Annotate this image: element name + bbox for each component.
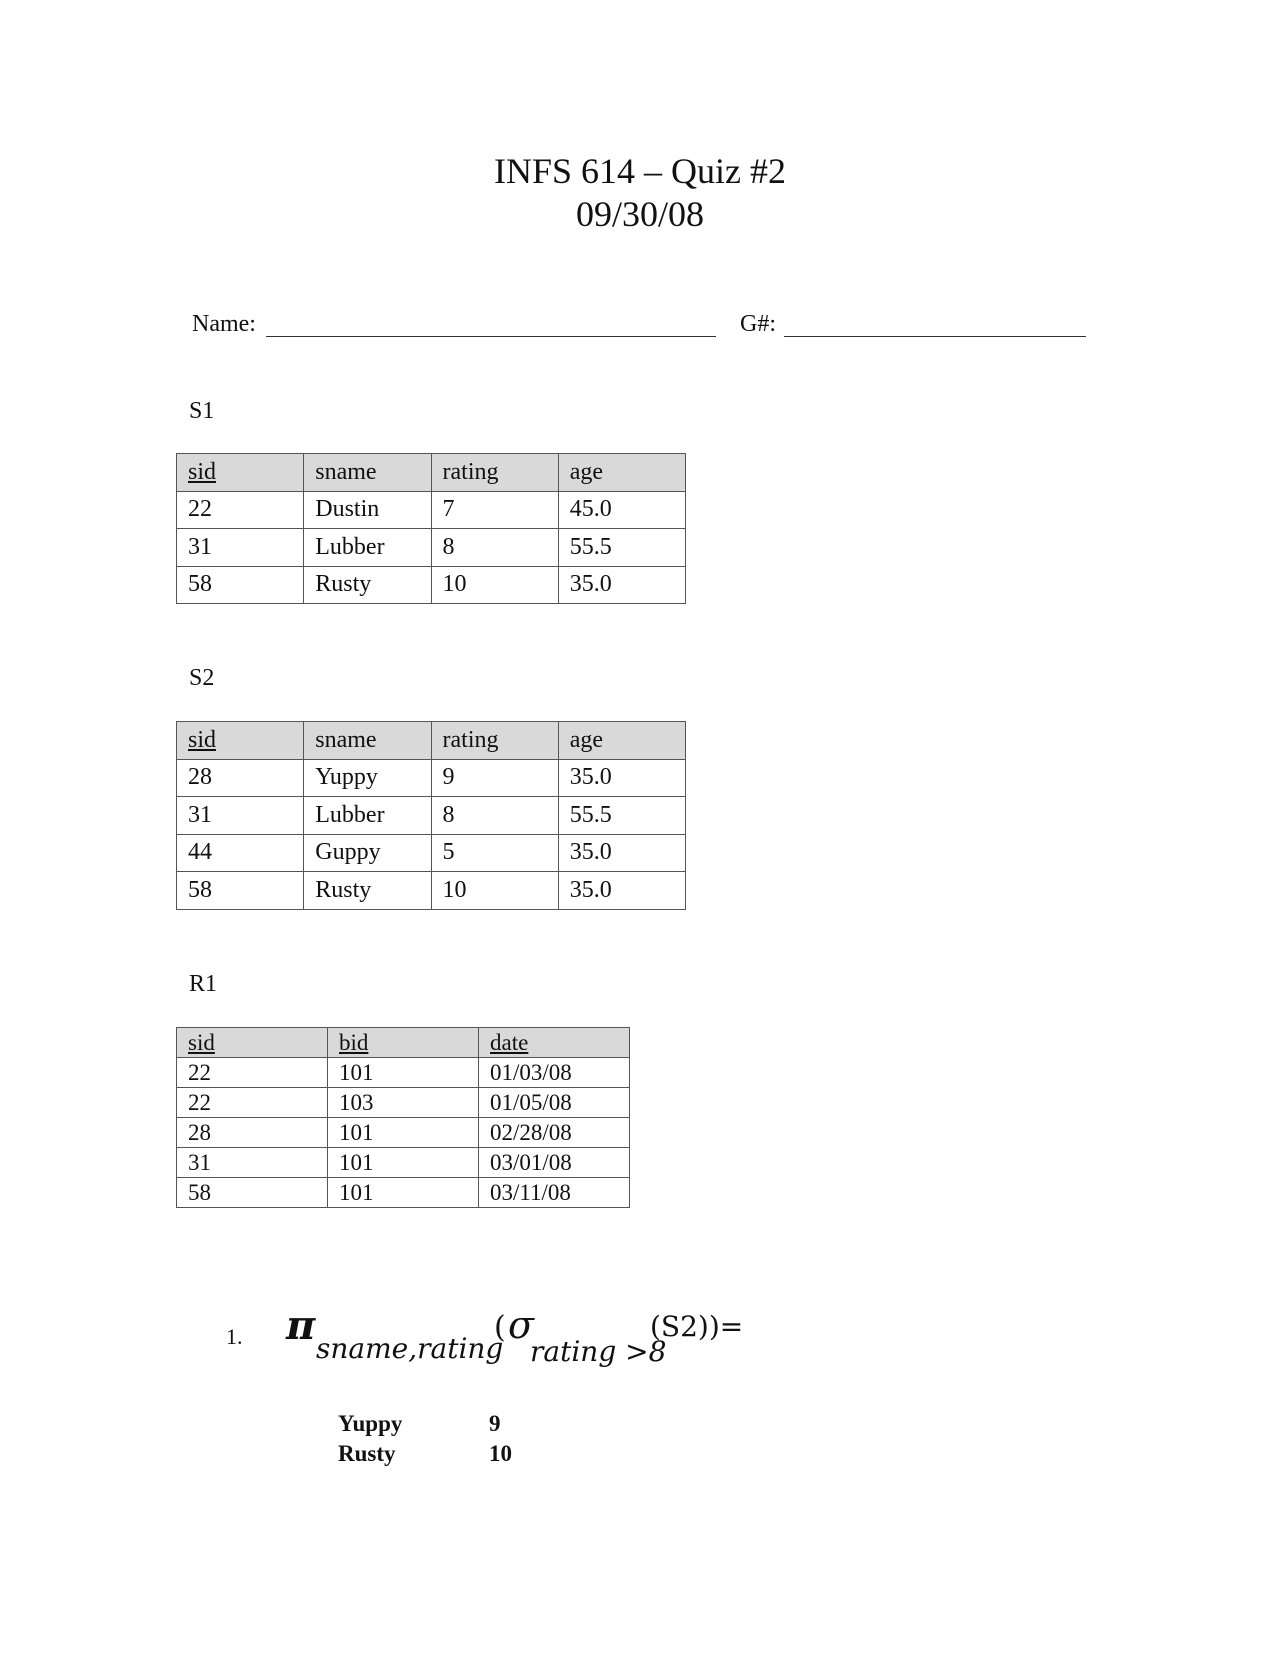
cell: 58 [177, 872, 304, 910]
sigma-symbol: σ [508, 1303, 534, 1347]
cell: Rusty [304, 566, 431, 604]
s1-table [176, 453, 686, 604]
s1-col-rating: rating [431, 454, 558, 492]
cell: 35.0 [558, 566, 685, 604]
s2-header-row [177, 722, 686, 760]
r1-col-date: date [479, 1028, 630, 1058]
table-row [177, 491, 686, 529]
cell: 31 [177, 797, 304, 835]
cell: 22 [177, 1058, 328, 1088]
cell: 31 [177, 529, 304, 567]
cell: Dustin [304, 491, 431, 529]
cell: Rusty [304, 872, 431, 910]
s2-col-rating: rating [431, 722, 558, 760]
table-row [177, 759, 686, 797]
answer-1-rating: 9 [489, 1411, 501, 1436]
cell: 28 [177, 1118, 328, 1148]
question-1-expression [286, 1302, 806, 1372]
cell: 03/11/08 [479, 1178, 630, 1208]
cell: 01/05/08 [479, 1088, 630, 1118]
cell: Guppy [304, 834, 431, 872]
cell: 44 [177, 834, 304, 872]
table-row [177, 834, 686, 872]
cell: 03/01/08 [479, 1148, 630, 1178]
s1-header-row [177, 454, 686, 492]
cell: 9 [431, 759, 558, 797]
r1-caption: R1 [189, 971, 218, 997]
open-paren: ( [494, 1310, 506, 1345]
cell: 101 [328, 1148, 479, 1178]
s1-col-age: age [558, 454, 685, 492]
cell: 45.0 [558, 491, 685, 529]
cell: 101 [328, 1118, 479, 1148]
cell: 31 [177, 1148, 328, 1178]
cell: 02/28/08 [479, 1118, 630, 1148]
name-blank[interactable] [266, 336, 716, 337]
cell: 58 [177, 566, 304, 604]
g-number-blank[interactable] [784, 336, 1086, 337]
answer-2-rating: 10 [489, 1441, 512, 1466]
cell: 101 [328, 1178, 479, 1208]
cell: 35.0 [558, 834, 685, 872]
table-row [177, 872, 686, 910]
table-row [177, 1088, 630, 1118]
table-row [177, 529, 686, 567]
table-row [177, 566, 686, 604]
cell: 28 [177, 759, 304, 797]
r1-header-row [177, 1028, 630, 1058]
quiz-date: 09/30/08 [575, 194, 704, 234]
quiz-title: INFS 614 – Quiz #2 [493, 151, 786, 191]
r1-col-sid: sid [177, 1028, 328, 1058]
cell: 10 [431, 566, 558, 604]
cell: 101 [328, 1058, 479, 1088]
cell: Lubber [304, 529, 431, 567]
s2-col-sname: sname [304, 722, 431, 760]
cell: 35.0 [558, 759, 685, 797]
cell: 7 [431, 491, 558, 529]
cell: 55.5 [558, 529, 685, 567]
cell: 55.5 [558, 797, 685, 835]
expression-argument: (S2))= [650, 1310, 744, 1343]
s2-table [176, 721, 686, 910]
answer-1-name: Yuppy [338, 1411, 403, 1436]
cell: 35.0 [558, 872, 685, 910]
selection-subscript: rating >8 [530, 1335, 667, 1368]
r1-col-bid: bid [328, 1028, 479, 1058]
cell: 8 [431, 797, 558, 835]
cell: 22 [177, 1088, 328, 1118]
cell: Yuppy [304, 759, 431, 797]
cell: 01/03/08 [479, 1058, 630, 1088]
s1-col-sname: sname [304, 454, 431, 492]
cell: 8 [431, 529, 558, 567]
table-row [177, 797, 686, 835]
question-1-number: 1. [226, 1324, 243, 1349]
cell: 58 [177, 1178, 328, 1208]
answer-2-name: Rusty [338, 1441, 396, 1466]
table-row [177, 1148, 630, 1178]
s2-col-age: age [558, 722, 685, 760]
g-number-label: G#: [740, 311, 776, 337]
table-row [177, 1058, 630, 1088]
name-label: Name: [192, 311, 256, 337]
pi-symbol: π [286, 1302, 316, 1349]
cell: 10 [431, 872, 558, 910]
cell: 5 [431, 834, 558, 872]
s1-col-sid: sid [177, 454, 304, 492]
projection-subscript: sname,rating [316, 1332, 504, 1365]
s2-col-sid: sid [177, 722, 304, 760]
table-row [177, 1118, 630, 1148]
cell: 22 [177, 491, 304, 529]
cell: 103 [328, 1088, 479, 1118]
table-row [177, 1178, 630, 1208]
s1-caption: S1 [189, 398, 215, 424]
s2-caption: S2 [189, 665, 215, 691]
r1-table [176, 1027, 630, 1208]
cell: Lubber [304, 797, 431, 835]
